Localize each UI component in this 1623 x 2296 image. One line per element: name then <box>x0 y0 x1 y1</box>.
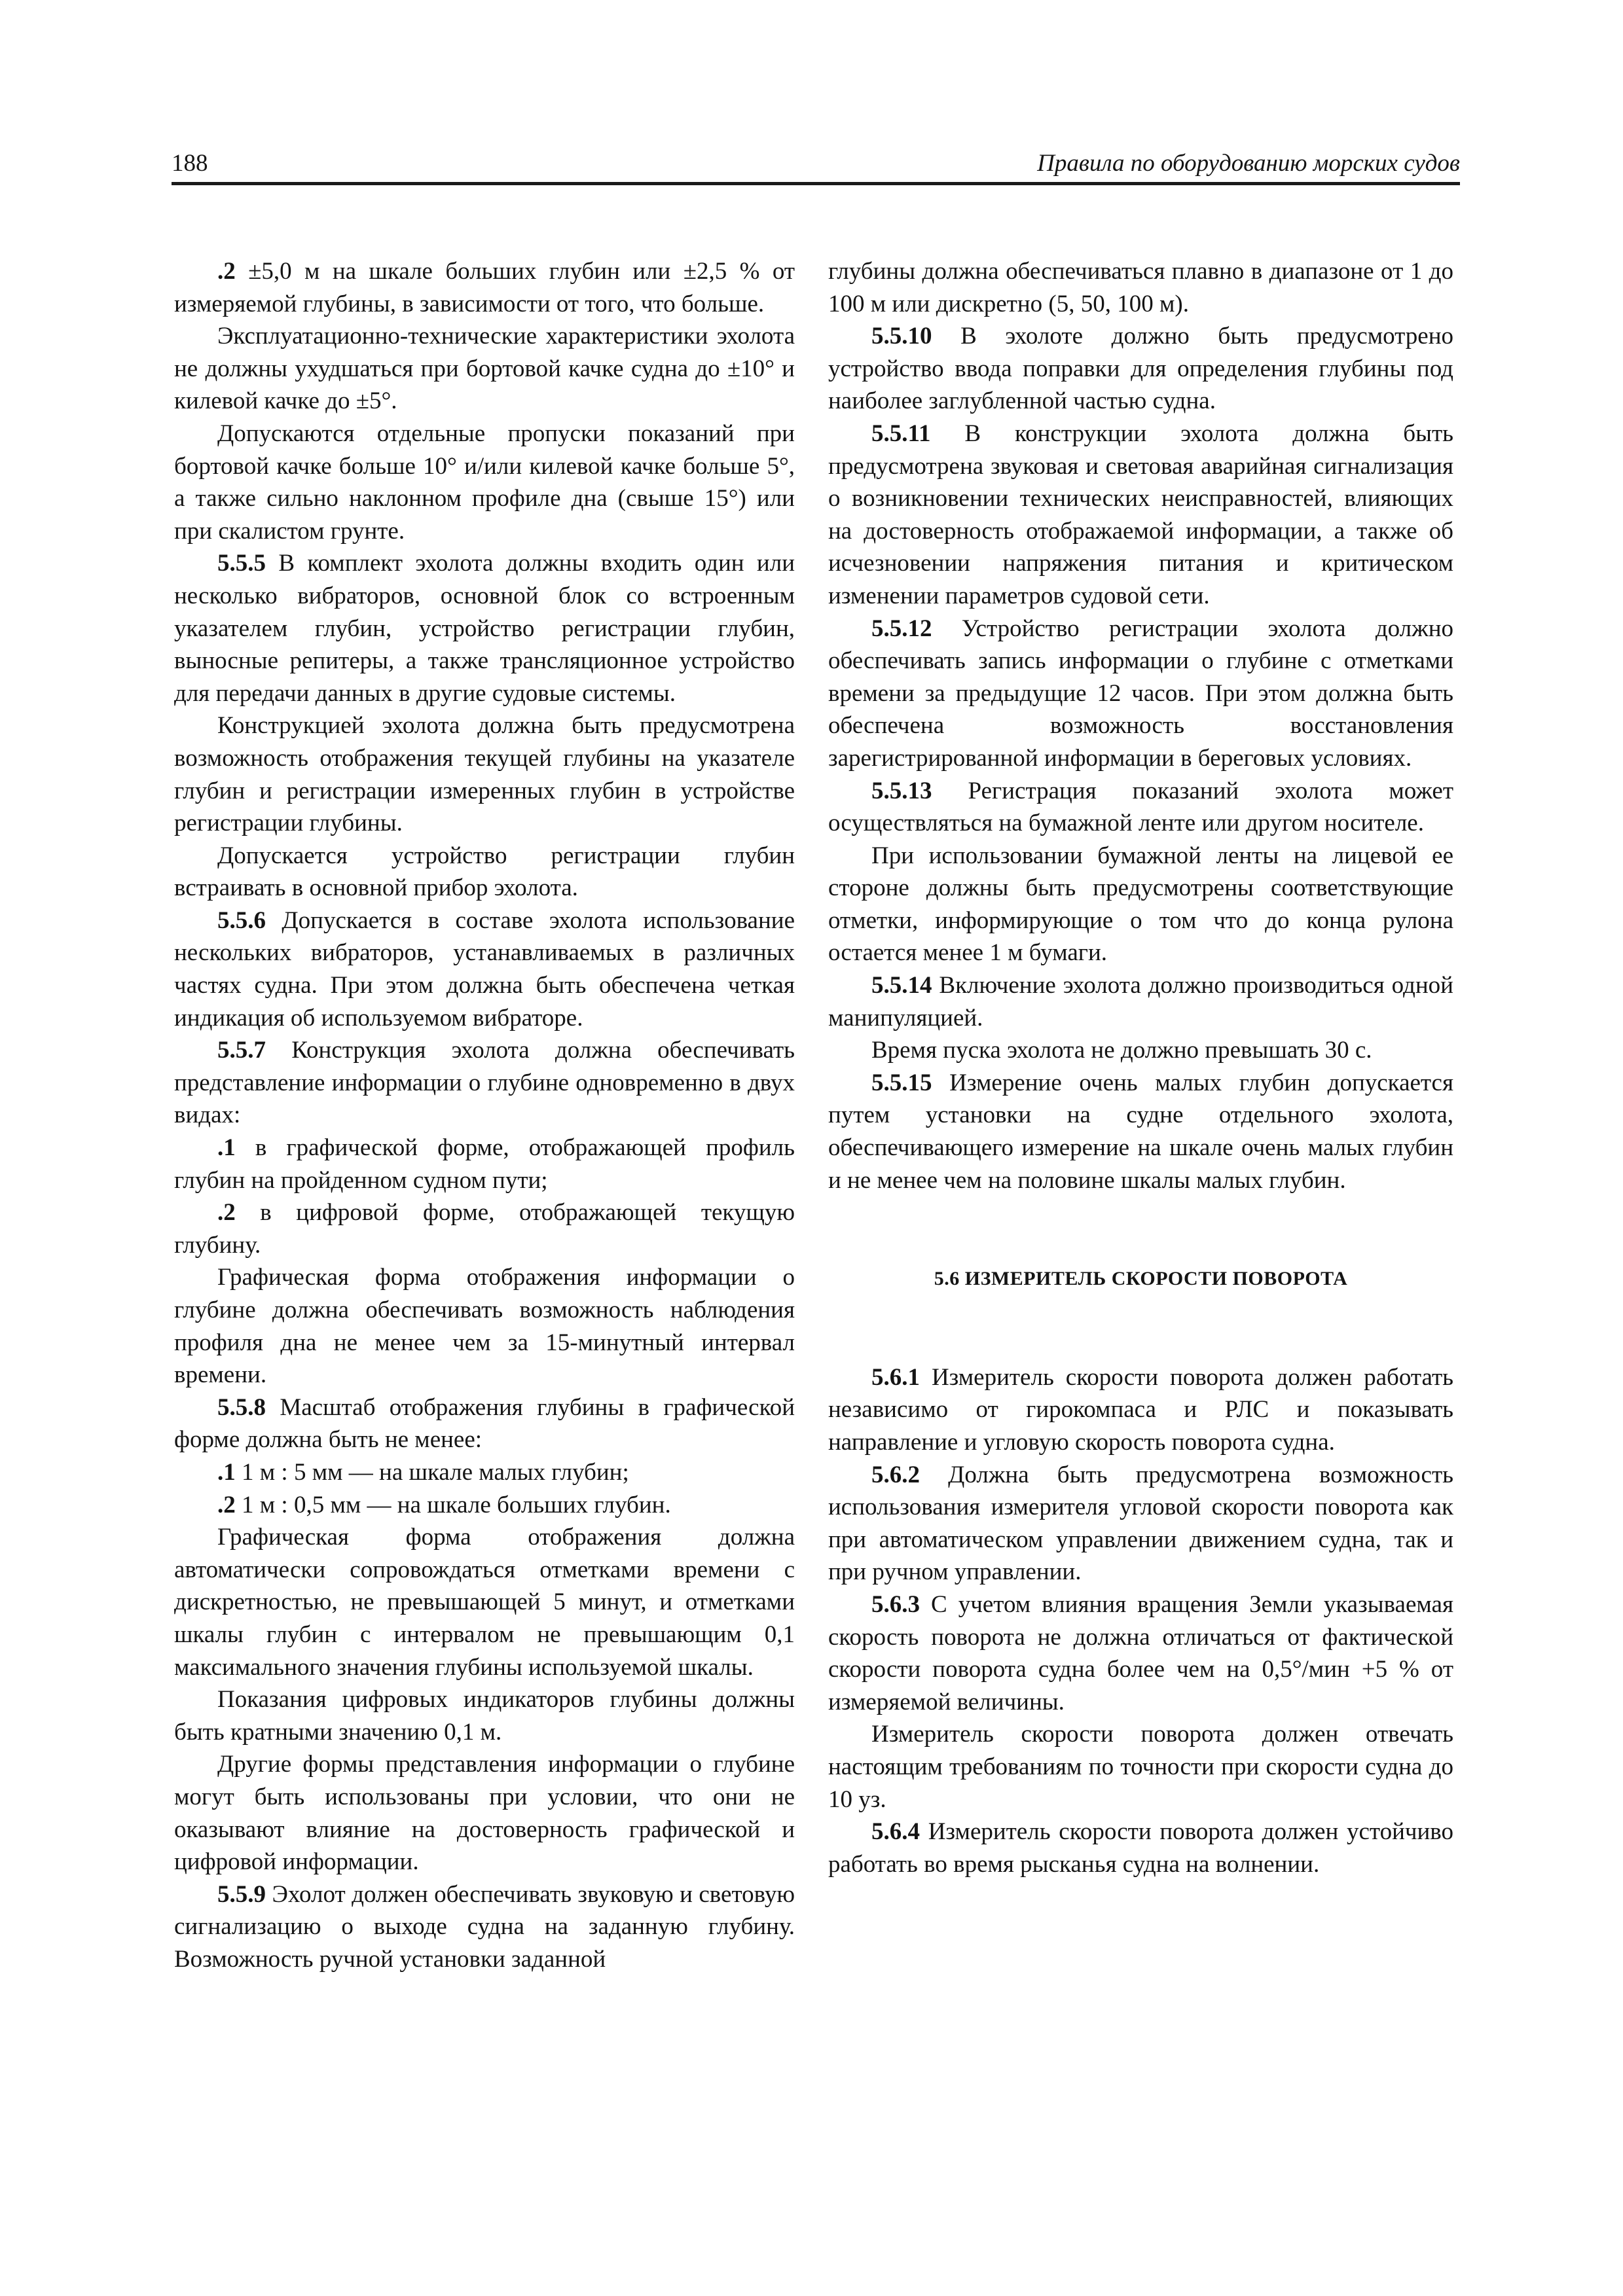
paragraph <box>828 613 1453 775</box>
right-column-top <box>828 255 1453 1196</box>
paragraph-text: Конструкцией эхолота должна быть предусмотрена возможность отображения текущей глубины на указателе глубин и регистрации измеренных глубин в устройстве регистрации глубины. <box>174 712 795 837</box>
paragraph <box>828 969 1453 1034</box>
paragraph-number: 5.5.6 <box>217 906 266 934</box>
paragraph-number: .2 <box>217 1199 236 1227</box>
paragraph-text: В эхолоте должно быть предусмотрено устройство ввода поправки для определения глубины под наиболее заглубленной частью судна. <box>828 323 1453 415</box>
paragraph-text: Измеритель скорости поворота должен устойчиво работать во время рысканья судна на волнении. <box>828 1818 1453 1878</box>
paragraph-number: 5.5.11 <box>871 420 931 447</box>
paragraph-text: Измеритель скорости поворота должен работать независимо от гирокомпаса и РЛС и показывать направление и угловую скорость поворота судна. <box>828 1363 1453 1456</box>
paragraph-text: 1 м : 0,5 мм — на шкале больших глубин. <box>235 1491 671 1518</box>
paragraph <box>828 320 1453 418</box>
paragraph <box>174 1196 795 1261</box>
paragraph <box>828 1361 1453 1459</box>
page-header <box>172 143 1460 185</box>
paragraph-number: 5.6.2 <box>871 1461 920 1488</box>
paragraph-text: Конструкция эхолота должна обеспечивать представление информации о глубине одновременно в двух видах: <box>174 1037 795 1129</box>
paragraph-number: 5.5.14 <box>871 972 932 999</box>
paragraph <box>174 418 795 547</box>
paragraph <box>828 775 1453 840</box>
paragraph-text: Устройство регистрации эхолота должно обеспечивать запись информации о глубине с отметками времени за предыдущие 12 часов. При этом должна быть обеспечена возможность восстановления зарегистрированной информации в береговых условиях. <box>828 615 1453 772</box>
section-title: 5.6 ИЗМЕРИТЕЛЬ СКОРОСТИ ПОВОРОТА <box>934 1268 1348 1290</box>
paragraph-text: Допускается в составе эхолота использование нескольких вибраторов, устанавливаемых в различных частях судна. При этом должна быть обеспечена четкая индикация об используемом вибраторе. <box>174 906 795 1031</box>
paragraph-text: Графическая форма отображения должна автоматически сопровождаться отметками времени с дискретностью, не превышающей 5 минут, и отметками шкалы глубин с интервалом не превышающим 0,1 максимального значения глубины используемой шкалы. <box>174 1524 795 1681</box>
paragraph <box>828 418 1453 613</box>
paragraph <box>828 1816 1453 1880</box>
paragraph-number: 5.5.13 <box>871 777 932 804</box>
paragraph-text: Допускаются отдельные пропуски показаний при бортовой качке больше 10° и/или килевой качке больше 5°, а также сильно наклонном профиле дна (свыше 15°) или при скалистом грунте. <box>174 420 795 545</box>
paragraph <box>174 905 795 1034</box>
paragraph <box>828 1034 1453 1067</box>
paragraph <box>828 1588 1453 1718</box>
paragraph <box>174 547 795 709</box>
paragraph-number: .2 <box>217 258 236 285</box>
paragraph-text: С учетом влияния вращения Земли указываемая скорость поворота не должна отличаться от фактической скорости поворота судна более чем на 0,5°/мин +5 % от измеряемой величины. <box>828 1590 1453 1715</box>
paragraph-number: 5.6.1 <box>871 1363 920 1391</box>
paragraph-text: При использовании бумажной ленты на лицевой ее стороне должны быть предусмотрены соответствующие отметки, информирующие о том что до конца рулона остается менее 1 м бумаги. <box>828 842 1453 967</box>
paragraph-number: 5.5.9 <box>217 1880 266 1908</box>
paragraph-text: глубины должна обеспечиваться плавно в диапазоне от 1 до 100 м или дискретно (5, 50, 100 м). <box>828 258 1453 317</box>
paragraph-number: .2 <box>217 1491 236 1518</box>
running-title: Правила по оборудованию морских судов <box>1037 150 1460 177</box>
paragraph-number: 5.6.3 <box>871 1590 920 1618</box>
paragraph-text: 1 м : 5 мм — на шкале малых глубин; <box>235 1458 629 1486</box>
paragraph <box>174 1683 795 1748</box>
paragraph-text: Эхолот должен обеспечивать звуковую и световую сигнализацию о выходе судна на заданную глубину. Возможность ручной установки заданной <box>174 1880 795 1973</box>
paragraph-number: 5.5.8 <box>217 1393 266 1421</box>
paragraph-text: в цифровой форме, отображающей текущую глубину. <box>174 1199 795 1259</box>
paragraph <box>828 1067 1453 1196</box>
paragraph-number: 5.6.4 <box>871 1818 920 1846</box>
paragraph-number: 5.5.5 <box>217 550 266 577</box>
paragraph-number: 5.5.15 <box>871 1069 932 1096</box>
paragraph <box>174 1132 795 1196</box>
paragraph <box>174 1034 795 1132</box>
paragraph <box>174 1748 795 1878</box>
left-column <box>174 255 795 1975</box>
paragraph <box>174 255 795 320</box>
paragraph <box>174 1878 795 1976</box>
paragraph <box>828 840 1453 969</box>
paragraph-number: 5.5.12 <box>871 615 932 642</box>
paragraph-text: Измерение очень малых глубин допускается путем установки на судне отдельного эхолота, обеспечивающего измерение на шкале очень малых глубин и не менее чем на половине шкалы малых глубин. <box>828 1069 1453 1194</box>
paragraph <box>174 1261 795 1391</box>
paragraph-number: .1 <box>217 1134 236 1162</box>
paragraph-text: Время пуска эхолота не должно превышать 30 с. <box>871 1037 1372 1064</box>
paragraph-text: Регистрация показаний эхолота может осуществляться на бумажной ленте или другом носителе. <box>828 777 1453 837</box>
paragraph-text: Включение эхолота должно производиться одной манипуляцией. <box>828 972 1453 1031</box>
right-column <box>828 255 1453 1880</box>
paragraph-text: В конструкции эхолота должна быть предусмотрена звуковая и световая аварийная сигнализация о возникновении технических неисправностей, влияющих на достоверность отображаемой информации, а также об исчезновении напряжения питания и критическом изменении параметров судовой сети. <box>828 420 1453 609</box>
paragraph-number: 5.5.7 <box>217 1037 266 1064</box>
paragraph-text: Допускается устройство регистрации глубин встраивать в основной прибор эхолота. <box>174 842 795 902</box>
paragraph <box>828 1718 1453 1816</box>
paragraph <box>174 709 795 839</box>
paragraph <box>174 1489 795 1522</box>
paragraph <box>828 1459 1453 1588</box>
paragraph-text: Должна быть предусмотрена возможность использования измерителя угловой скорости поворота как при автоматическом управлении движением судна, так и при ручном управлении. <box>828 1461 1453 1586</box>
paragraph-number: .1 <box>217 1458 236 1486</box>
paragraph-text: Эксплуатационно-технические характеристики эхолота не должны ухудшаться при бортовой качке судна до ±10° и килевой качке до ±5°. <box>174 323 795 415</box>
right-column-bottom <box>828 1361 1453 1881</box>
paragraph-text: Масштаб отображения глубины в графической форме должна быть не менее: <box>174 1393 795 1454</box>
paragraph <box>174 320 795 418</box>
paragraph <box>174 1521 795 1683</box>
paragraph-text: ±5,0 м на шкале больших глубин или ±2,5 % от измеряемой глубины, в зависимости от того, что больше. <box>174 258 795 317</box>
paragraph <box>828 255 1453 320</box>
page-number: 188 <box>172 150 208 177</box>
paragraph <box>174 1456 795 1489</box>
paragraph-text: В комплект эхолота должны входить один или несколько вибраторов, основной блок со встроенным указателем глубин, устройство регистрации глубин, выносные репитеры, а также трансляционное устройство для передачи данных в другие судовые системы. <box>174 550 795 707</box>
paragraph-text: в графической форме, отображающей профиль глубин на пройденном судном пути; <box>174 1134 795 1194</box>
paragraph-number: 5.5.10 <box>871 323 932 350</box>
paragraph <box>174 840 795 905</box>
paragraph-text: Измеритель скорости поворота должен отвечать настоящим требованиям по точности при скорости судна до 10 уз. <box>828 1721 1453 1813</box>
paragraph <box>174 1391 795 1456</box>
paragraph-text: Показания цифровых индикаторов глубины должны быть кратными значению 0,1 м. <box>174 1686 795 1746</box>
paragraph-text: Графическая форма отображения информации о глубине должна обеспечивать возможность наблюдения профиля дна не менее чем за 15-минутный интервал времени. <box>174 1264 795 1389</box>
paragraph-text: Другие формы представления информации о глубине могут быть использованы при условии, что они не оказывают влияние на достоверность графической и цифровой информации. <box>174 1751 795 1876</box>
